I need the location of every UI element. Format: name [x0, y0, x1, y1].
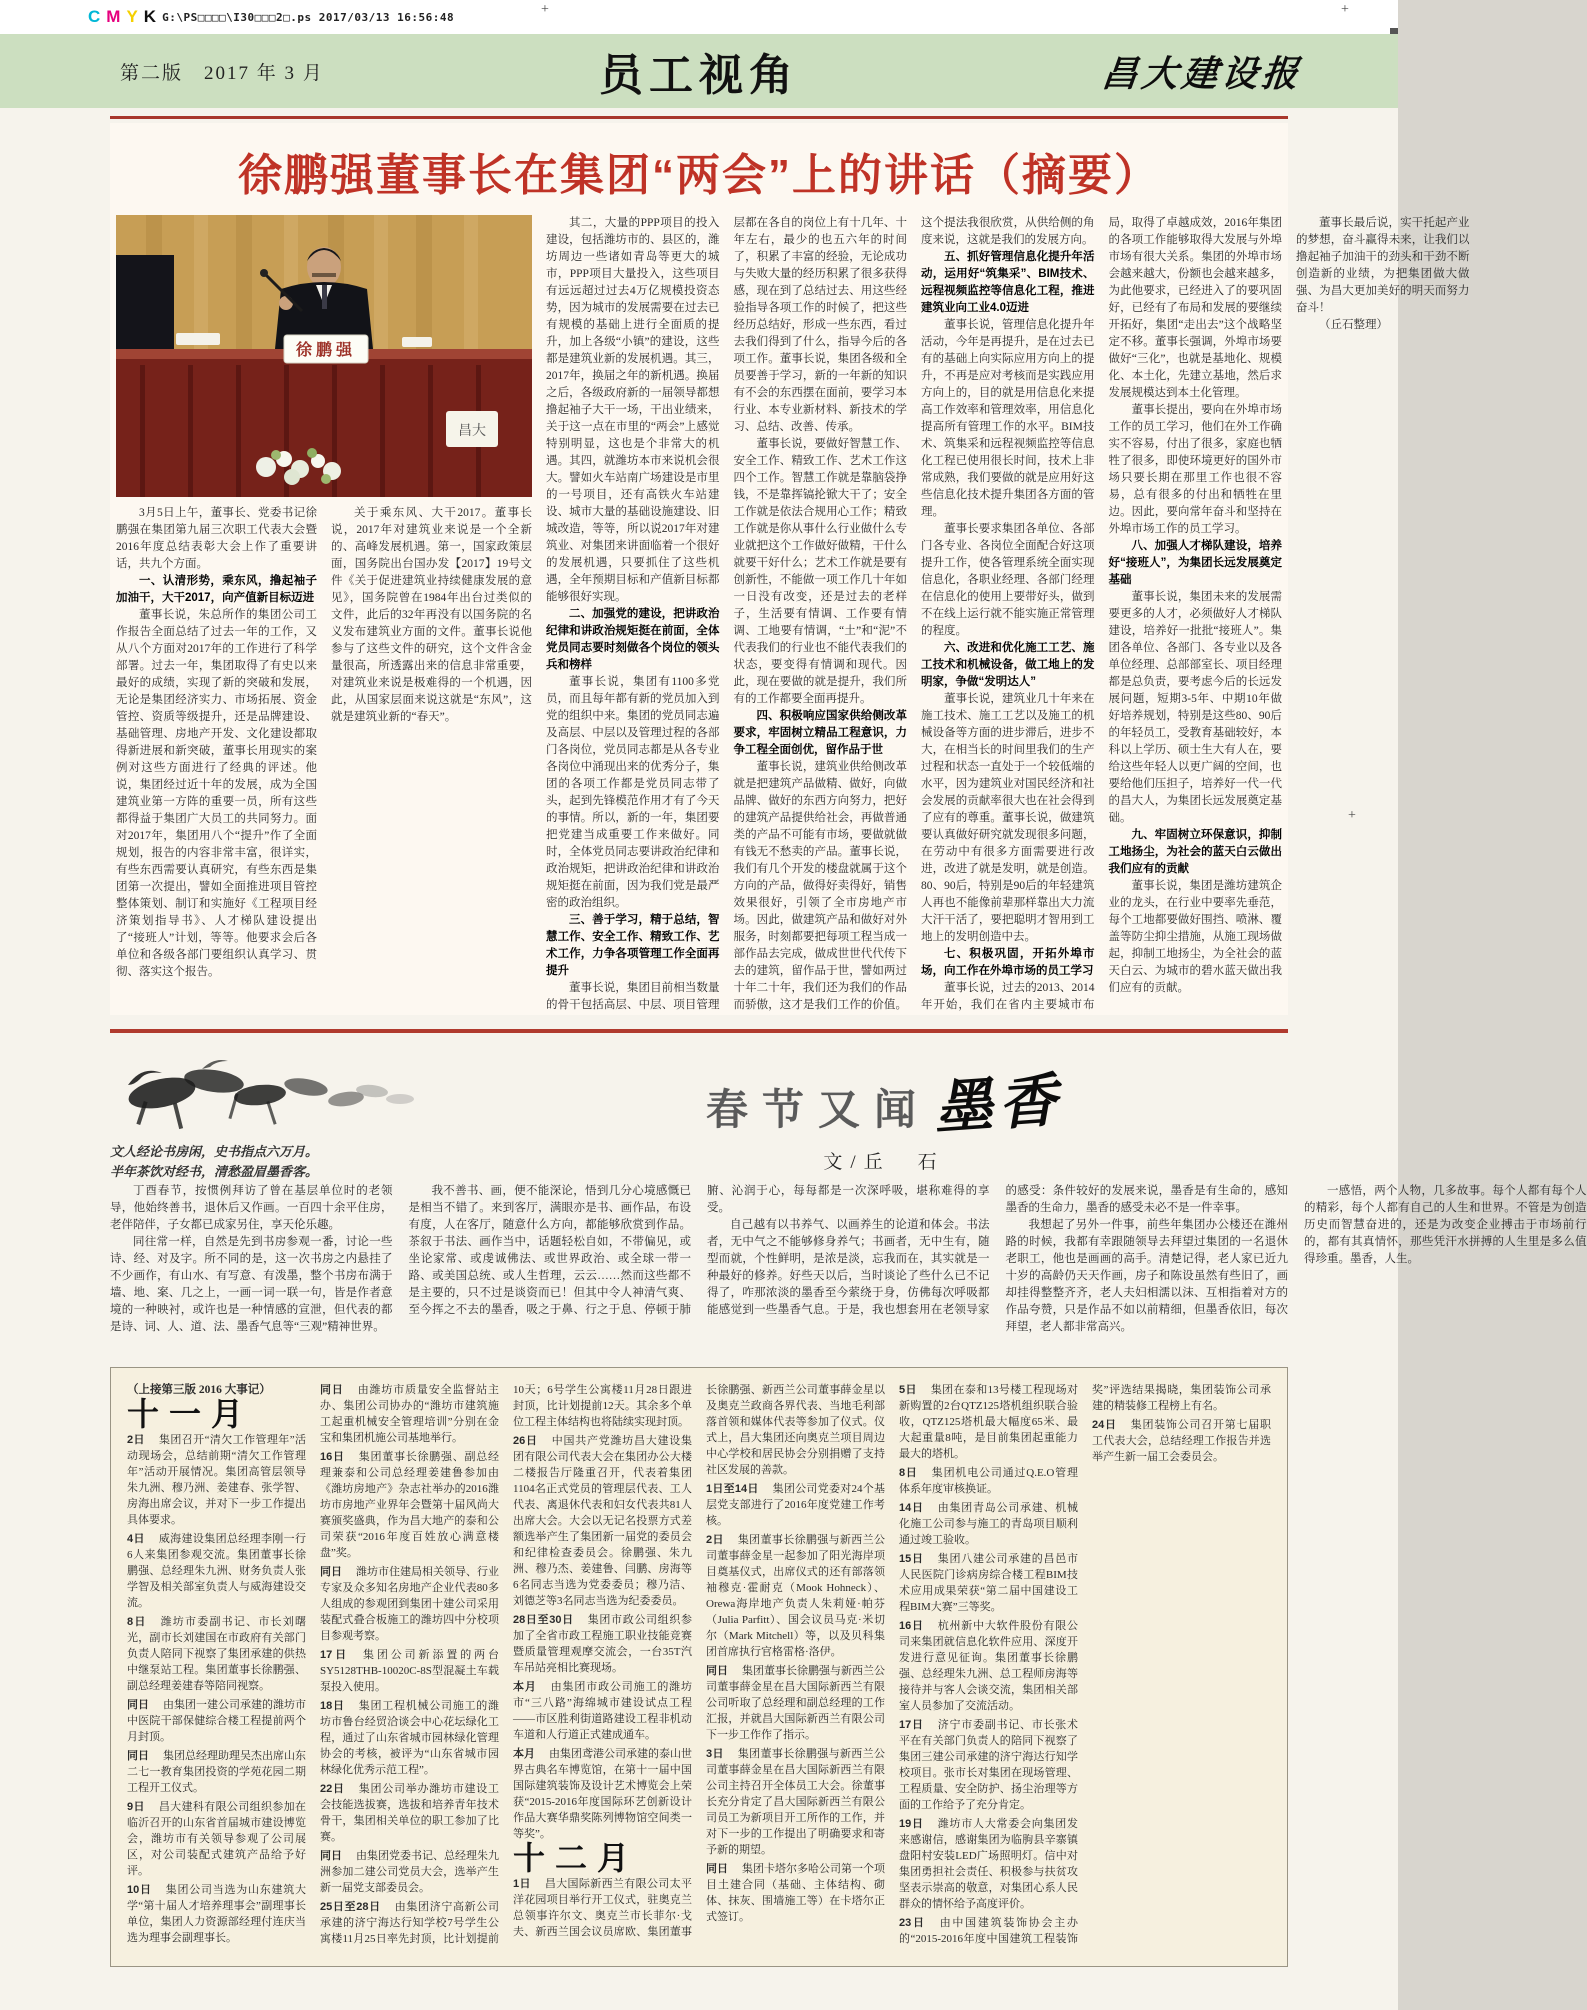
chronicle-entry [320, 1781, 499, 1845]
article-headline: 徐鹏强董事长在集团“两会”上的讲话（摘要） [238, 151, 1160, 200]
entry-date: 同日 [320, 1384, 344, 1396]
article-paragraph: 七、积极巩固，开拓外埠市场，向工作在外埠市场的员工学习 [921, 948, 1095, 977]
cmyk-y: Y [126, 7, 138, 26]
conference-photo [116, 215, 532, 497]
article-right-columns [546, 215, 1470, 1015]
entry-text: 昌大建科有限公司组织参加在临沂召开的山东省首届城市建设博览会，潍坊市有关领导参观了公司展区，对公司装配式建筑产品给予好评。 [127, 1801, 307, 1877]
chronicle-entry [127, 1531, 306, 1611]
entry-text: 由集团青岛公司承建、机械化施工公司参与施工的青岛项目顺利通过竣工验收。 [899, 1502, 1078, 1546]
chronicle-entry [127, 1748, 306, 1796]
entry-date: 14日 [899, 1502, 924, 1514]
essay-paragraph: 我不善书、画，便不能深论，悟到几分心境感慨已是相当不错了。来到客厅，满眼亦是书、画作品，布设有度，人在客厅，随意什么方向，都能够欣赏到作品。茶叙于书法、画作当中，话题轻松自如，不带偏见，或坐论家常、或虔诚佛法、或世界政治、或全球一带一路、或美国总统、或人生哲理，云云……然而这些都不是主要的，只不过是谈资而已！但其中令人神清气爽、至今挥之不去的墨香，吸之于鼻、行之于息、停顿于肺腑、沁润于心，每每都是一次深呼吸，堪称难得的享受。 [408, 1185, 990, 1316]
essay-paragraph: 丁酉春节，按惯例拜访了曾在基层单位时的老领导，他始终善书，退休后又作画。一百四十余平住房，老伴陪伴，子女都已成家另住，享天伦乐趣。 [110, 1185, 393, 1231]
chronicle-entry [513, 1679, 692, 1743]
chronicle-entry [706, 1861, 885, 1925]
entry-date: 17日 [320, 1649, 350, 1661]
entry-date: 本月 [513, 1681, 537, 1693]
entry-date: 16日 [320, 1451, 345, 1463]
entry-date: 10日 [127, 1884, 152, 1896]
entry-text: 集团在泰和13号楼工程现场对新购置的2台QTZ125塔机组织联合验收，QTZ125塔机最大幅度65米、最大起重量8吨，是目前集团起重能力最大的塔机。 [899, 1384, 1079, 1460]
entry-date: 同日 [706, 1665, 728, 1677]
chronicle-entry [899, 1816, 1078, 1912]
entry-date: 4日 [127, 1533, 145, 1545]
section-divider-rule [110, 1029, 1288, 1033]
entry-text: 威海建设集团总经理李刚一行6人来集团参观交流。集团董事长徐鹏强、总经理朱九洲、财务负责人张学智及相关部室负责人与威海建设交流。 [127, 1533, 307, 1609]
name-placard: 徐鹏强 [295, 342, 357, 359]
entry-date: 22日 [320, 1783, 345, 1795]
chronicle-entry [706, 1532, 885, 1660]
chronicle-entry [320, 1698, 499, 1778]
article-paragraph: 董事长说，集团目前相当数量的骨干包括高层、中层、项目管理层都在各自的岗位上有十几年、十年左右，最少的也五六年的时间了，积累了丰富的经验，无论成功与失败大量的经历积累了很多获得感，现在到了总结过去、用这些经验指导各项工作的时候了，把这些经历总结好，形成一些东西，看过去我们得到了什么，指导今后的各项工作。董事长说，集团各级和全员要善于学习，新的一年新的知识有不会的东西摆在面前，要学习本行业、本专业新材料、新技术的学习、总结、改善、传承。 [546, 217, 907, 1011]
article-paragraph: 董事长说，建筑业供给侧改革就是把建筑产品做精、做好，向做品牌、做好的东西方向努力，把好的建筑产品提供给社会，再做普通类的产品不可能有市场，要做就做有钱无不愁卖的产品。董事长说，我们有几个开发的楼盘就属于这个方向的产品，做得好卖得好，销售效果很好，引领了全市房地产市场。因此，做建筑产品和做好对外服务，时刻都要把每项工程当成一部作品去完成，做成世世代代传下去的建筑，留作品于世，譬如两过十年二十年，我们还为我们的作品而骄傲，这才是我们工作的价值。这个提法我很欣赏，从供给侧的角度来说，这就是我们的发展方向。 [733, 217, 1095, 1011]
entry-date: 17日 [899, 1719, 924, 1731]
entry-date: 16日 [899, 1620, 924, 1632]
essay-columns [110, 1183, 1587, 1351]
article-paragraph: 董事长说，集团是潍坊建筑企业的龙头，在行业中要率先垂范，每个工地都要做好围挡、喷淋、覆盖等防尘抑尘措施，从施工现场做起，抑制工地扬尘，为全社会的蓝天白云、为城市的碧水蓝天做出我们应有的贡献。 [1108, 880, 1282, 994]
chronicle-entry [899, 1465, 1078, 1497]
entry-text: 潍坊市人大常委会向集团发来感谢信，感谢集团为临朐县辛寨镇盘阳村安装LED广场照明灯。信中对集团勇担社会责任、积极参与扶贫攻坚表示崇高的敬意，对集团心系人民群众的情怀给予高度评价。 [899, 1818, 1078, 1910]
entry-date: 3日 [706, 1748, 724, 1760]
entry-text: 由潍坊市质量安全监督站主办、集团公司协办的“潍坊市建筑施工起重机械安全管理培训”分别在金宝和集团机施公司基地举行。 [320, 1384, 500, 1444]
essay-section [110, 1043, 1587, 1351]
entry-text: 由集团鸢港公司承建的泰山世界古典名车博览馆，在第十一届中国国际建筑装饰及设计艺术博览会上荣获“2015-2016年度国际环艺创新设计作品大赛华鼎奖陈列博物馆空间类一等奖”。 [513, 1748, 692, 1840]
edition-date: 第二版 2017 年 3 月 [120, 62, 324, 84]
headline-top-rule [110, 116, 1288, 119]
entry-date: 23日 [899, 1917, 926, 1929]
essay-title-plain: 春节又闻 [705, 1088, 930, 1134]
entry-date: 同日 [320, 1566, 342, 1578]
entry-text: 集团董事长徐鹏强与新西兰公司董事薛金星在昌大国际新西兰有限公司主持召开全体员工大会。徐董事长充分肯定了昌大国际新西兰有限公司员工为新项目开工所作的工作，并对下一步的工作提出了明确要求和寄予新的期望。 [706, 1748, 886, 1856]
masthead-band [0, 34, 1398, 108]
entry-date: 19日 [899, 1818, 924, 1830]
entry-date: 26日 [513, 1435, 538, 1447]
cmyk-k: K [143, 7, 157, 26]
essay-paragraph: 我想起了另外一件事，前些年集团办公楼还在潍州路的时候，我都有幸跟随领导去拜望过集团的一名退休老职工，他也是画画的高手。清楚记得，老人家已近九十岁的高龄仍天天作画，房子和陈设虽然有些旧了，画却挂得整整齐齐，老人夫妇相濡以沫、互相指着对方的作品夸赞，只是作品不如以前精细，但墨香依旧，每次拜望，老人都非常高兴。 [1005, 1219, 1288, 1333]
chronicle-entry [706, 1746, 885, 1858]
article-paragraph: 3月5日上午，董事长、党委书记徐鹏强在集团第九届三次职工代表大会暨2016年度总结表彰大会上作了重要讲话，共九个方面。 [116, 507, 317, 570]
entry-text: 中国共产党潍坊昌大建设集团有限公司代表大会在集团办公大楼二楼报告厅隆重召开，代表着集团1104名正式党员的管理层代表、工人代表、离退休代表和妇女代表共81人出席大会。大会以无记名投票方式差额选举产生了集团新一届党的委员会和纪律检查委员会。徐鹏强、朱九洲、穆乃杰、姜建鲁、闫鹏、房海等6名同志当选为党委委员；穆乃洁、刘德芝等3名同志当选为纪委委员。 [513, 1435, 692, 1607]
entry-text: 集团公司当选为山东建筑大学“第十届人才培养理事会”副理事长单位，集团人力资源部经理付连庆当选为理事会副理事长。 [127, 1884, 306, 1944]
entry-text: 集团公司党委对24个基层党支部进行了2016年度党建工作考核。 [706, 1483, 885, 1527]
article-paragraph: 董事长说，集团未来的发展需要更多的人才，必须做好人才梯队建设，培养好一批批“接班人”。集团各单位、各部门、各专业以及各单位经理、总部部室长、项目经理都是总负责，要考虑今后的长远发展问题，短期3-5年、中期10年做好培养规划，特别是这些80、90后的年轻员工，受教育基础较好，本科以上学历、硕士生大有人在，要给这些年轻人以更广阔的空间，也要给他们压担子，培养好一代一代的昌大人，为集团长远发展奠定基础。 [1108, 591, 1282, 824]
print-registration-strip [0, 0, 1398, 34]
ink-horses-painting [110, 1043, 440, 1135]
article-paragraph: 董事长要求集团各单位、各部门各专业、各岗位全面配合好这项提升工作，使各管理系统全面实现信息化，各职业经理、各部门经理在信息化的使用上要带好头，做到不在线上运行就不能实施正常管理的程度。 [921, 523, 1095, 637]
entry-date: 15日 [899, 1553, 924, 1565]
article-paragraph: 董事长说，集团有1100多党员，而且每年都有新的党员加入到党的组织中来。集团的党员同志遍及高层、中层以及管理过程的各部门各岗位，党员同志都是从各专业各岗位中涌现出来的优秀分子，集团的各项工作都是党员同志带了头，起到先锋模范作用才有了今天的事情。所以，新的一年，集团要把党建当成重要工作来做好。同时，全体党员同志要讲政治纪律和政治规矩，把讲政治纪律和讲政治规矩挺在前面，因为我们党是最严密的政治组织。 [546, 676, 720, 909]
entry-text: 集团公司新添置的两台SY5128THB-10020C-8S型混凝土车载泵投入使用。 [320, 1649, 499, 1693]
chronicle-entry [127, 1432, 306, 1528]
entry-text: 昌大国际新西兰有限公司太平洋花园项目举行开工仪式，驻奥克兰总领事许尔文、奥克兰市长菲尔·戈夫、新西兰国会议员席欧、集团董事长徐鹏强、新西兰公司董事薛金星以及奥克兰政商各界代表、当地毛利部落首领和媒体代表等参加了仪式。仪式上，昌大集团还向奥克兰项目周边中心学校和居民协会分别捐赠了支持社区发展的善款。 [513, 1384, 885, 1938]
entry-date: 同日 [320, 1850, 342, 1862]
article-paragraph: 四、积极响应国家供给侧改革要求，牢固树立精品工程意识，力争工程全面创优，留作品于世 [733, 710, 907, 756]
article-paragraph: 三、善于学习，精于总结，智慧工作、安全工作、精致工作、艺术工作，力争各项管理工作全面再提升 [546, 914, 720, 977]
article-paragraph: 九、牢固树立环保意识，抑制工地扬尘，为社会的蓝天白云做出我们应有的贡献 [1108, 829, 1282, 875]
poem-line: 半年茶饮对经书，清愁盈眉墨香客。 [110, 1164, 319, 1179]
chronicle-entry [127, 1614, 306, 1694]
entry-date: 28日至30日 [513, 1614, 574, 1626]
entry-text: 集团卡塔尔多哈公司第一个项目土建合同（基础、主体结构、砌体、抹灰、围墙施工等）在卡塔尔正式签订。 [706, 1863, 885, 1923]
entry-date: 9日 [127, 1801, 145, 1813]
cmyk-m: M [106, 7, 121, 26]
section-title: 员工视角 [599, 51, 799, 100]
entry-text: 集团董事长徐鹏强与新西兰公司董事薛金星在昌大国际新西兰有限公司听取了总经理和副总经理的工作汇报，并就昌大国际新西兰有限公司下一步工作作了指示。 [706, 1665, 885, 1741]
entry-text: 杭州新中大软件股份有限公司来集团就信息化软件应用、深度开发进行意见征询。集团董事长徐鹏强、总经理朱九洲、总工程师房海等接待并与客人会谈交流，集团相关部室人员参加了交流活动。 [899, 1620, 1078, 1712]
chronicle-entry [127, 1799, 306, 1879]
article-paragraph: 其二，大量的PPP项目的投入建设，包括潍坊市的、县区的，潍坊周边一些诸如青岛等更大的城市，PPP项目大量投入，这些项目有远远超过过去4万亿规模投资态势，因为城市的发展需要在过去已有规模的基础上进行全面质的提升，加上各级“小镇”的建设，这些都是建筑业新的发展机遇。其三，2017年，换届之年的新机遇。换届之后，各级政府新的一届领导都想撸起袖子大干一场，干出业绩来，关于这一点在市里的“两会”上感觉特别明显，这也是个非常大的机遇。其四，就潍坊本市来说机会很大。譬如火车站南广场建设是市里的一号项目，还有高铁火车站建设、城市大量的基础设施建设、旧城改造，等等，所以说2017年对建筑业、对集团来讲面临着一个很好的发展机遇，只要抓住了这些机遇，全年预期目标和产值新目标都能够很好实现。 [546, 217, 720, 603]
crop-mark-top-right: + [1341, 2, 1349, 17]
chronicle-entry [127, 1882, 306, 1946]
chronicle-entry [899, 1551, 1078, 1615]
backdrop-card: 昌大 [458, 424, 486, 439]
article-left-columns [116, 505, 532, 1010]
entry-text: 集团工程机械公司施工的潍坊市鲁台经贸洽谈会中心花坛绿化工程，通过了山东省城市园林绿化管理协会的考核，被评为“山东省城市园林绿化优秀示范工程”。 [320, 1700, 499, 1776]
essay-paragraph: 同往常一样，自然是先到书房参观一番，讨论一些诗、经、对及字。所不同的是，这一次书房之内悬挂了不少画作，有山水、有写意、有泼墨，整个书房布满于墙、地、案、几之上，一画一词一联一句，皆是作者意境的一种映衬，或许也是一种情感的宣泄，但代表的都是诗、词、人、道、法、墨香气息等“三观”精神世界。 [110, 1236, 393, 1333]
entry-date: 8日 [899, 1467, 918, 1479]
entry-text: 集团公司举办潍坊市建设工会技能选拔赛，选拔和培养青年技术骨干，集团相关单位的职工参加了比赛。 [320, 1783, 499, 1843]
newspaper-name: 昌大建设报 [1099, 53, 1304, 94]
entry-text: 由集团济宁高新公司承建的济宁海达行知学校7号学生公寓楼11月25日率先封顶，比计划提前10天；6号学生公寓楼11月28日跟进封顶，比计划提前12天。其余多个单位工程主体结构也将陆续实现封顶。 [320, 1384, 692, 1945]
chronicle-entry [320, 1564, 499, 1644]
continued-from-note: （上接第三版 2016 大事记） [127, 1384, 271, 1396]
entry-text: 集团装饰公司召开第七届职工代表大会，总结经理工作报告并选举产生新一届工会委员会。 [1092, 1419, 1271, 1463]
article-paragraph: 董事长最后说，实干托起产业的梦想，奋斗赢得未来，让我们以撸起袖子加油干的劲头和干劲不断创造新的业绩，为把集团做大做强、为昌大更加美好的明天而努力奋斗！ [1296, 217, 1470, 314]
chronicle-entry [899, 1717, 1078, 1813]
chronicle-box [110, 1367, 1288, 1967]
entry-date: 本月 [513, 1748, 535, 1760]
essay-byline: 文/丘 石 [823, 1152, 945, 1173]
poem-line: 文人经论书房闲，史书指点六万月。 [110, 1144, 319, 1159]
chronicle-entry [513, 1612, 692, 1676]
crop-mark-top-left: + [541, 2, 549, 17]
article-paragraph: 董事长说，过去的2013、2014年开始，我们在省内主要城市布局，取得了卓越成效，2016年集团的各项工作能够取得大发展与外埠市场有很大关系。集团的外埠市场会越来越大，份额也会越来越多，为此他要求，已经进入了的要巩固好，已经有了布局和发展的要继续开拓好，集团“走出去”这个战略坚定不移。董事长强调，外埠市场要做好“三化”，也就是基地化、规模化、本土化，先建立基地，然后求发展规模达到本土化管理。 [921, 217, 1282, 1011]
article-paragraph: 董事长说，管理信息化提升年活动，今年是再提升，是在过去已有的基础上向实际应用方向上的提升，不再是应对考核而是实践应用方向上的，目的就是用信息化来提高工作效率和管理效率，用信息化提高所有管理工作的水平。BIM技术、筑集采和远程视频监控等信息化工程已使用很长时间，技术上非常成熟，我们要做的就是应用好这些信息化技术提升集团各方面的管理。 [921, 319, 1095, 518]
article-paragraph: （丘石整理） [1319, 319, 1388, 331]
essay-poem [110, 1142, 480, 1182]
entry-text: 集团董事长徐鹏强、副总经理兼泰和公司总经理姜建鲁参加由《潍坊房地产》杂志社举办的2016潍坊市房地产业界年会暨第十届风尚大赛颁奖盛典，作为昌大地产的泰和公司荣获“2016年度百姓放心满意楼盘”奖。 [320, 1451, 499, 1559]
article-paragraph: 董事长说，朱总所作的集团公司工作报告全面总结了过去一年的工作，又从八个方面对2017年的工作进行了科学部署。过去一年，集团取得了有史以来最好的成绩，实现了新的突破和发展，无论是集团经济实力、市场拓展、资金管控、资质等级提升，还是品牌建设、基础管理、房地产开发、文化建设都取得新进展和新突破，董事长用现实的案例对这些方面进行了经典的评述。他说，集团经过近十年的发展，成为全国建筑业第一方阵的重要一员，所有这些都得益于集团广大员工的共同努力。面对2017年，集团用八个“提升”作了全面规划，报告的内容非常丰富，很详实，有些东西需要认真研究，有些东西是集团第一次提出，譬如全面推进项目管控整体策划、制订和实施好《工程项目经济策划指导书》、人才梯队建设提出了“接班人”计划，等等。他要求会后各单位和各级各部门要组织认真学习、贯彻、落实这个报告。 [116, 609, 317, 978]
entry-date: 5日 [899, 1384, 917, 1396]
entry-date: 8日 [127, 1616, 147, 1628]
month-heading-november: 十一月 [127, 1396, 254, 1432]
cmyk-c: C [88, 7, 101, 26]
entry-date: 18日 [320, 1700, 345, 1712]
chronicle-entry [320, 1647, 499, 1695]
entry-text: 由集团市政公司施工的潍坊市“三八路”海绵城市建设试点工程——市区胜利街道路建设工程非机动车道和人行道正式建成通车。 [513, 1681, 693, 1741]
entry-text: 由中国建筑装饰协会主办的“2015-2016年度中国建筑工程装饰奖”评选结果揭晓，集团装饰公司承建的精装修工程榜上有名。 [899, 1384, 1271, 1945]
chronicle-entry [899, 1500, 1078, 1548]
entry-date: 同日 [706, 1863, 728, 1875]
article-paragraph: 二、加强党的建设，把讲政治纪律和讲政治规矩挺在前面，全体党员同志要时刻做各个岗位的领头兵和榜样 [546, 608, 720, 671]
entry-date: 2日 [127, 1434, 145, 1446]
entry-text: 潍坊市委副书记、市长刘曙光，副市长刘建国在市政府有关部门负责人陪同下视察了集团承建的供热中继泵站工程。集团董事长徐鹏强、副总经理姜建春等陪同视察。 [127, 1616, 306, 1692]
chronicle-entry [320, 1848, 499, 1896]
essay-title-brush: 墨香 [932, 1067, 1065, 1142]
entry-text: 集团机电公司通过Q.E.O管理体系年度审核换证。 [899, 1467, 1078, 1495]
entry-text: 集团总经理助理吴杰出席山东二七一教育集团投资的学苑花园二期工程开工仪式。 [127, 1750, 306, 1794]
chronicle-entry [706, 1481, 885, 1529]
entry-text: 济宁市委副书记、市长张术平在有关部门负责人的陪同下视察了集团三建公司承建的济宁海达行知学校项目。张市长对集团在现场管理、工程质量、安全防护、扬尘治理等方面的工作给予了充分肯定。 [899, 1719, 1078, 1811]
chronicle-entry [513, 1746, 692, 1842]
chronicle-entry [320, 1382, 499, 1446]
entry-text: 集团市政公司组织参加了全省市政工程施工职业技能竞赛暨质量管理观摩交流会，一台35T汽车吊站亮相比赛现场。 [513, 1614, 692, 1674]
article-paragraph: 一、认清形势，乘东风，撸起袖子加油干，大干2017，向产值新目标迈进 [116, 575, 317, 604]
essay-paragraph: 自己越有以书养气、以画养生的论道和体会。书法者，无中气之不能够修身养气；书画者，无中生有，随型而就，个性鲜明，是浓是淡，忘我而在，其实就是一种最好的修养。好些天以后，当时谈论了些什么已不记得了，咋那浓淡的墨香至今萦绕于身，仿佛每次呼吸都能感觉到一些墨香气息。于是，我也想套用在老领导家的感受：条件较好的发展来说，墨香是有生命的，感知墨香的生命力，墨香的感受未必不是一件幸事。 [707, 1185, 1288, 1316]
entry-date: 同日 [127, 1699, 149, 1711]
article-paragraph: 五、抓好管理信息化提升年活动，运用好“筑集采”、BIM技术、远程视频监控等信息化工程，推进建筑业向工业4.0迈进 [921, 251, 1095, 314]
entry-date: 25日至28日 [320, 1901, 381, 1913]
entry-date: 1日 [513, 1878, 531, 1890]
entry-text: 由集团一建公司承建的潍坊市中医院干部保健综合楼工程提前两个月封顶。 [127, 1699, 306, 1743]
entry-text: 集团董事长徐鹏强与新西兰公司董事薛金星一起参加了阳光海岸项目奠基仪式，出席仪式的还有部落领袖穆克·霍耐克（Mook Hohneck）、Orewa海岸地产负责人朱莉娅·帕芬（Julia Parfitt）、国会议员马克·米切尔（Mark Mitchell）等，以及贝科集团首席执行官格雷格·洛伊。 [706, 1534, 886, 1658]
crop-mark-right-mid: + [1348, 808, 1356, 823]
article-paragraph: 董事长说，建筑业几十年来在施工技术、施工工艺以及施工的机械设备等方面的进步滞后，进步不大，在相当长的时间里我们的生产过程和状态一直处于一个较低端的水平，因为建筑业对国民经济和社会发展的贡献率很大也在社会得到了应有的尊重。董事长说，做建筑要认真做好研究就发现很多问题，在劳动中有很多方面需要进行改进，改进了就是发明，就是创造。80、90后，特别是90后的年轻建筑人再也不能像前辈那样靠出大力流大汗干活了，要把聪明才智用到工地上的发明创造中去。 [921, 693, 1095, 943]
article-paragraph: 六、改进和优化施工工艺、施工技术和机械设备，做工地上的发明家，争做“发明达人” [921, 642, 1095, 688]
article-paragraph: 董事长说，要做好智慧工作、安全工作、精致工作、艺术工作这四个工作。智慧工作就是靠脑袋挣钱，不是靠挥镐抡锨大干了；安全工作就是依法合规用心工作；精致工作就是你从事什么行业做什么专业就把这个工作做好做精，干什么就要干好什么；艺术工作就是要有创新性，不能做一项工作几十年如一日没有改变，还是过去的老样子，生活要有情调、工作要有情调、工地要有情调，“土”和“泥”不代表我们的行业也不能代表我们的状态，要变得有情调和现代。因此，现在要做的就是提升，我们所有的工作都要全面再提升。 [733, 438, 907, 705]
chronicle-entry [1092, 1417, 1271, 1465]
chronicle-entry [513, 1433, 692, 1609]
entry-text: 集团八建公司承建的昌邑市人民医院门诊病房综合楼工程BIM技术应用成果荣获“第二届中国建设工程BIM大赛”三等奖。 [899, 1553, 1078, 1613]
chronicle-entry [127, 1697, 306, 1745]
entry-date: 1日至14日 [706, 1483, 759, 1495]
chronicle-entry [320, 1449, 499, 1561]
entry-text: 集团召开“清欠工作管理年”活动现场会，总结前期“清欠工作管理年”活动开展情况。集团高管层领导朱九洲、穆乃洲、姜建春、张学智、房海出席会议，并对下一步工作提出具体要求。 [127, 1434, 306, 1526]
entry-date: 24日 [1092, 1419, 1117, 1431]
chronicle-entry [706, 1663, 885, 1743]
article-paragraph: 董事长提出，要向在外埠市场工作的员工学习，他们在外工作确实不容易，付出了很多，家庭也牺牲了很多，即使环境更好的国外市场只要长期在那里工作也很不容易，总有很多的付出和牺牲在里边。因此，要向常年奋斗和坚持在外埠市场工作的员工学习。 [1108, 404, 1282, 535]
main-article [110, 123, 1470, 1015]
entry-text: 由集团党委书记、总经理朱九洲参加二建公司党员大会，选举产生新一届党支部委员会。 [320, 1850, 499, 1894]
essay-paragraph: 一感悟，两个人物，几多故事。每个人都有每个人的精彩，每个人都有自己的人生和世界。不管是为创造历史而智慧奋进的，还是为改变企业搏击于市场前行的，都有其真情怀，那些凭汗水拼搏的人生里是多么值得珍重。墨香，人生。 [1304, 1185, 1587, 1265]
article-paragraph: 八、加强人才梯队建设，培养好“接班人”，为集团长远发展奠定基础 [1108, 540, 1282, 586]
article-paragraph: 关于乘东风、大干2017。董事长说，2017年对建筑业来说是一个全新的、高峰发展机遇。第一，国家政策层面，国务院出台国办发【2017】19号文件《关于促进建筑业持续健康发展的意见》，国务院曾在1984年出台过类似的文件，此后的32年再没有以国务院的名义发布建筑业方面的文件。董事长说他参与了这些文件的研究，这个文件含金量很高，所透露出来的信息非常重要，对建筑业来说是极难得的一个机遇，因此，从国家层面来说这就是“东风”，这就是建筑业新的“春天”。 [331, 507, 532, 723]
entry-date: 2日 [706, 1534, 724, 1546]
print-file-line: G:\PS□□□□\I30□□□2□.ps 2017/03/13 16:56:48 [162, 10, 455, 24]
entry-text: 潍坊市住建局相关领导、行业专家及众多知名房地产企业代表80多人组成的参观团到集团十建公司采用装配式叠合板施工的潍坊四中分校项目参观考察。 [320, 1566, 499, 1642]
chronicle-entry [899, 1382, 1078, 1462]
month-heading-december: 十二月 [513, 1840, 640, 1876]
chronicle-entry [899, 1618, 1078, 1714]
entry-date: 同日 [127, 1750, 149, 1762]
